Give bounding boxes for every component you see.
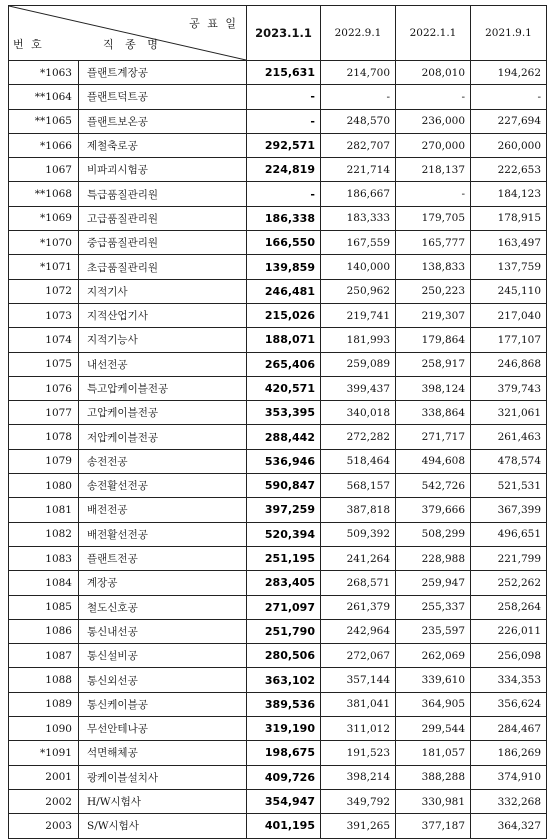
table-row	[9, 376, 547, 400]
wage-2023-01-cell: 292,571	[247, 133, 321, 157]
header-date-2021-09: 2021.9.1	[471, 6, 547, 61]
job-code-cell: 1075	[9, 352, 79, 376]
job-name-cell: 철도신호공	[79, 595, 247, 619]
wage-2023-01-cell: 139,859	[247, 255, 321, 279]
table-row	[9, 546, 547, 570]
wage-2023-01-cell: 353,395	[247, 401, 321, 425]
wage-2022-09-cell: 381,041	[321, 692, 396, 716]
table-row	[9, 474, 547, 498]
wage-2021-09-cell: 246,868	[471, 352, 547, 376]
job-code-cell: *1071	[9, 255, 79, 279]
wage-2021-09-cell: 184,123	[471, 182, 547, 206]
wage-2021-09-cell: 379,743	[471, 376, 547, 400]
wage-2023-01-cell: 265,406	[247, 352, 321, 376]
job-code-cell: 1088	[9, 668, 79, 692]
wage-2021-09-cell: 374,910	[471, 765, 547, 789]
wage-2022-09-cell: 140,000	[321, 255, 396, 279]
job-name-cell: 통신외선공	[79, 668, 247, 692]
job-code-cell: 1067	[9, 158, 79, 182]
header-date-2022-01: 2022.1.1	[396, 6, 471, 61]
wage-2022-01-cell: 494,608	[396, 449, 471, 473]
wage-2022-01-cell: 218,137	[396, 158, 471, 182]
wage-2023-01-cell: 166,550	[247, 231, 321, 255]
job-name-cell: 통신설비공	[79, 644, 247, 668]
table-row	[9, 814, 547, 838]
wage-2021-09-cell: 521,531	[471, 474, 547, 498]
wage-2022-01-cell: -	[396, 182, 471, 206]
job-name-cell: 플랜트전공	[79, 546, 247, 570]
wage-2022-01-cell: 219,307	[396, 303, 471, 327]
wage-2022-09-cell: 282,707	[321, 133, 396, 157]
job-code-cell: 1082	[9, 522, 79, 546]
wage-2023-01-cell: 409,726	[247, 765, 321, 789]
table-row	[9, 692, 547, 716]
wage-2022-01-cell: 165,777	[396, 231, 471, 255]
wage-2023-01-cell: -	[247, 109, 321, 133]
job-name-cell: 플랜트덕트공	[79, 85, 247, 109]
wage-2021-09-cell: 284,467	[471, 717, 547, 741]
wage-2022-01-cell: 262,069	[396, 644, 471, 668]
header-job-label: 직 종 명	[103, 38, 162, 51]
header-date-label: 공 표 일	[189, 17, 238, 30]
job-name-cell: 플랜트계장공	[79, 61, 247, 85]
job-name-cell: 저압케이블전공	[79, 425, 247, 449]
diagonal-header-cell	[9, 6, 247, 61]
wage-2022-09-cell: 340,018	[321, 401, 396, 425]
wage-2021-09-cell: 178,915	[471, 206, 547, 230]
wage-2021-09-cell: 478,574	[471, 449, 547, 473]
wage-2023-01-cell: 520,394	[247, 522, 321, 546]
job-name-cell: 무선안테나공	[79, 717, 247, 741]
job-name-cell: 특급품질관리원	[79, 182, 247, 206]
wage-2021-09-cell: 258,264	[471, 595, 547, 619]
wage-2023-01-cell: 389,536	[247, 692, 321, 716]
job-code-cell: 1089	[9, 692, 79, 716]
table-body	[9, 6, 547, 839]
table-row	[9, 328, 547, 352]
wage-2023-01-cell: -	[247, 85, 321, 109]
job-name-cell: 통신케이블공	[79, 692, 247, 716]
wage-2021-09-cell: 261,463	[471, 425, 547, 449]
wage-2023-01-cell: 198,675	[247, 741, 321, 765]
table-row	[9, 279, 547, 303]
wage-2022-09-cell: 387,818	[321, 498, 396, 522]
wage-table	[8, 5, 547, 839]
wage-2023-01-cell: -	[247, 182, 321, 206]
wage-2023-01-cell: 283,405	[247, 571, 321, 595]
wage-2021-09-cell: 367,399	[471, 498, 547, 522]
wage-2021-09-cell: 227,694	[471, 109, 547, 133]
job-code-cell: 1073	[9, 303, 79, 327]
wage-2022-01-cell: 236,000	[396, 109, 471, 133]
wage-2021-09-cell: 194,262	[471, 61, 547, 85]
job-code-cell: 1072	[9, 279, 79, 303]
job-code-cell: *1066	[9, 133, 79, 157]
wage-2022-09-cell: 518,464	[321, 449, 396, 473]
job-name-cell: 제철축로공	[79, 133, 247, 157]
wage-2021-09-cell: -	[471, 85, 547, 109]
table-row	[9, 619, 547, 643]
job-code-cell: 1083	[9, 546, 79, 570]
wage-2022-01-cell: 179,864	[396, 328, 471, 352]
wage-2021-09-cell: 163,497	[471, 231, 547, 255]
job-name-cell: 고급품질관리원	[79, 206, 247, 230]
wage-2023-01-cell: 246,481	[247, 279, 321, 303]
job-name-cell: 배전활선전공	[79, 522, 247, 546]
table-row	[9, 595, 547, 619]
wage-2021-09-cell: 186,269	[471, 741, 547, 765]
job-name-cell: S/W시험사	[79, 814, 247, 838]
wage-2022-09-cell: 259,089	[321, 352, 396, 376]
table-row	[9, 717, 547, 741]
wage-2022-09-cell: 191,523	[321, 741, 396, 765]
wage-2022-01-cell: 379,666	[396, 498, 471, 522]
wage-2021-09-cell: 496,651	[471, 522, 547, 546]
wage-2022-09-cell: 219,741	[321, 303, 396, 327]
wage-2022-01-cell: 270,000	[396, 133, 471, 157]
wage-2022-01-cell: 138,833	[396, 255, 471, 279]
job-code-cell: 1079	[9, 449, 79, 473]
wage-2022-09-cell: 349,792	[321, 789, 396, 813]
wage-2021-09-cell: 260,000	[471, 133, 547, 157]
wage-2023-01-cell: 186,338	[247, 206, 321, 230]
wage-2022-09-cell: 568,157	[321, 474, 396, 498]
job-code-cell: 2001	[9, 765, 79, 789]
wage-2023-01-cell: 319,190	[247, 717, 321, 741]
wage-2023-01-cell: 288,442	[247, 425, 321, 449]
job-name-cell: 송전전공	[79, 449, 247, 473]
job-name-cell: 석면해체공	[79, 741, 247, 765]
job-code-cell: 1080	[9, 474, 79, 498]
wage-2022-01-cell: 299,544	[396, 717, 471, 741]
wage-2023-01-cell: 397,259	[247, 498, 321, 522]
job-name-cell: 지적기사	[79, 279, 247, 303]
table-row	[9, 741, 547, 765]
wage-2022-01-cell: 208,010	[396, 61, 471, 85]
wage-2023-01-cell: 188,071	[247, 328, 321, 352]
job-name-cell: H/W시험사	[79, 789, 247, 813]
wage-2023-01-cell: 590,847	[247, 474, 321, 498]
wage-2022-09-cell: 398,214	[321, 765, 396, 789]
job-code-cell: 1090	[9, 717, 79, 741]
wage-2022-09-cell: -	[321, 85, 396, 109]
wage-2022-09-cell: 509,392	[321, 522, 396, 546]
wage-2021-09-cell: 245,110	[471, 279, 547, 303]
table-row	[9, 571, 547, 595]
wage-2022-09-cell: 250,962	[321, 279, 396, 303]
wage-2022-01-cell: 542,726	[396, 474, 471, 498]
wage-2022-09-cell: 261,379	[321, 595, 396, 619]
wage-2023-01-cell: 536,946	[247, 449, 321, 473]
wage-2022-01-cell: 271,717	[396, 425, 471, 449]
wage-2022-09-cell: 214,700	[321, 61, 396, 85]
job-code-cell: **1068	[9, 182, 79, 206]
header-row	[9, 6, 547, 61]
job-name-cell: 고압케이블전공	[79, 401, 247, 425]
wage-2021-09-cell: 364,327	[471, 814, 547, 838]
wage-2023-01-cell: 363,102	[247, 668, 321, 692]
table-row	[9, 522, 547, 546]
job-name-cell: 계장공	[79, 571, 247, 595]
wage-2022-01-cell: 364,905	[396, 692, 471, 716]
job-name-cell: 광케이블설치사	[79, 765, 247, 789]
wage-2022-01-cell: 339,610	[396, 668, 471, 692]
wage-2022-01-cell: 259,947	[396, 571, 471, 595]
job-code-cell: 1076	[9, 376, 79, 400]
table-row	[9, 668, 547, 692]
wage-2022-01-cell: 235,597	[396, 619, 471, 643]
wage-2021-09-cell: 252,262	[471, 571, 547, 595]
wage-2022-09-cell: 241,264	[321, 546, 396, 570]
wage-2022-01-cell: 258,917	[396, 352, 471, 376]
wage-2022-01-cell: 228,988	[396, 546, 471, 570]
wage-2021-09-cell: 137,759	[471, 255, 547, 279]
wage-2022-09-cell: 391,265	[321, 814, 396, 838]
wage-2022-01-cell: 377,187	[396, 814, 471, 838]
table-row	[9, 158, 547, 182]
wage-2022-09-cell: 248,570	[321, 109, 396, 133]
table-row	[9, 498, 547, 522]
job-code-cell: 1087	[9, 644, 79, 668]
job-code-cell: *1069	[9, 206, 79, 230]
job-code-cell: 1077	[9, 401, 79, 425]
job-code-cell: 2002	[9, 789, 79, 813]
table-row	[9, 206, 547, 230]
wage-2021-09-cell: 217,040	[471, 303, 547, 327]
wage-2022-09-cell: 167,559	[321, 231, 396, 255]
wage-2023-01-cell: 224,819	[247, 158, 321, 182]
wage-2022-01-cell: 255,337	[396, 595, 471, 619]
job-code-cell: *1070	[9, 231, 79, 255]
table-row	[9, 425, 547, 449]
wage-2023-01-cell: 251,195	[247, 546, 321, 570]
table-row	[9, 133, 547, 157]
job-code-cell: *1063	[9, 61, 79, 85]
table-row	[9, 231, 547, 255]
wage-2022-01-cell: 338,864	[396, 401, 471, 425]
table-row	[9, 182, 547, 206]
wage-2021-09-cell: 356,624	[471, 692, 547, 716]
job-code-cell: 1074	[9, 328, 79, 352]
table-row	[9, 352, 547, 376]
job-name-cell: 중급품질관리원	[79, 231, 247, 255]
job-code-cell: **1065	[9, 109, 79, 133]
table-row	[9, 61, 547, 85]
job-name-cell: 지적기능사	[79, 328, 247, 352]
wage-2021-09-cell: 177,107	[471, 328, 547, 352]
wage-2022-01-cell: 179,705	[396, 206, 471, 230]
job-code-cell: 1086	[9, 619, 79, 643]
wage-2021-09-cell: 256,098	[471, 644, 547, 668]
wage-2022-01-cell: 388,288	[396, 765, 471, 789]
table-row	[9, 449, 547, 473]
table-row	[9, 789, 547, 813]
wage-2021-09-cell: 221,799	[471, 546, 547, 570]
job-code-cell: 1085	[9, 595, 79, 619]
wage-2022-09-cell: 272,282	[321, 425, 396, 449]
table-row	[9, 401, 547, 425]
wage-2022-09-cell: 357,144	[321, 668, 396, 692]
job-code-cell: *1091	[9, 741, 79, 765]
wage-2022-09-cell: 221,714	[321, 158, 396, 182]
table-row	[9, 85, 547, 109]
wage-2022-09-cell: 242,964	[321, 619, 396, 643]
wage-2022-01-cell: 330,981	[396, 789, 471, 813]
wage-2022-01-cell: 508,299	[396, 522, 471, 546]
wage-2023-01-cell: 401,195	[247, 814, 321, 838]
job-name-cell: 통신내선공	[79, 619, 247, 643]
job-name-cell: 송전활선전공	[79, 474, 247, 498]
table-row	[9, 255, 547, 279]
job-name-cell: 지적산업기사	[79, 303, 247, 327]
wage-2021-09-cell: 332,268	[471, 789, 547, 813]
wage-2022-01-cell: -	[396, 85, 471, 109]
wage-2023-01-cell: 251,790	[247, 619, 321, 643]
wage-2023-01-cell: 280,506	[247, 644, 321, 668]
wage-2022-09-cell: 181,993	[321, 328, 396, 352]
job-name-cell: 특고압케이블전공	[79, 376, 247, 400]
job-code-cell: 1084	[9, 571, 79, 595]
wage-2022-09-cell: 311,012	[321, 717, 396, 741]
job-name-cell: 비파괴시험공	[79, 158, 247, 182]
job-name-cell: 내선전공	[79, 352, 247, 376]
job-name-cell: 플랜트보온공	[79, 109, 247, 133]
wage-2022-01-cell: 250,223	[396, 279, 471, 303]
table-row	[9, 303, 547, 327]
job-name-cell: 초급품질관리원	[79, 255, 247, 279]
table-row	[9, 644, 547, 668]
wage-2022-09-cell: 186,667	[321, 182, 396, 206]
wage-2021-09-cell: 226,011	[471, 619, 547, 643]
job-name-cell: 배전전공	[79, 498, 247, 522]
wage-2022-09-cell: 399,437	[321, 376, 396, 400]
job-code-cell: 1081	[9, 498, 79, 522]
job-code-cell: 1078	[9, 425, 79, 449]
wage-2023-01-cell: 354,947	[247, 789, 321, 813]
table-row	[9, 109, 547, 133]
job-code-cell: **1064	[9, 85, 79, 109]
wage-2022-09-cell: 272,067	[321, 644, 396, 668]
wage-2023-01-cell: 271,097	[247, 595, 321, 619]
wage-2021-09-cell: 321,061	[471, 401, 547, 425]
header-date-2022-09: 2022.9.1	[321, 6, 396, 61]
wage-2023-01-cell: 215,631	[247, 61, 321, 85]
wage-2021-09-cell: 334,353	[471, 668, 547, 692]
wage-2022-01-cell: 181,057	[396, 741, 471, 765]
table-row	[9, 765, 547, 789]
wage-2023-01-cell: 420,571	[247, 376, 321, 400]
header-date-current: 2023.1.1	[247, 6, 321, 61]
job-code-cell: 2003	[9, 814, 79, 838]
wage-2023-01-cell: 215,026	[247, 303, 321, 327]
wage-2022-09-cell: 183,333	[321, 206, 396, 230]
header-number-label: 번 호	[13, 38, 44, 51]
wage-2022-01-cell: 398,124	[396, 376, 471, 400]
wage-2021-09-cell: 222,653	[471, 158, 547, 182]
wage-2022-09-cell: 268,571	[321, 571, 396, 595]
